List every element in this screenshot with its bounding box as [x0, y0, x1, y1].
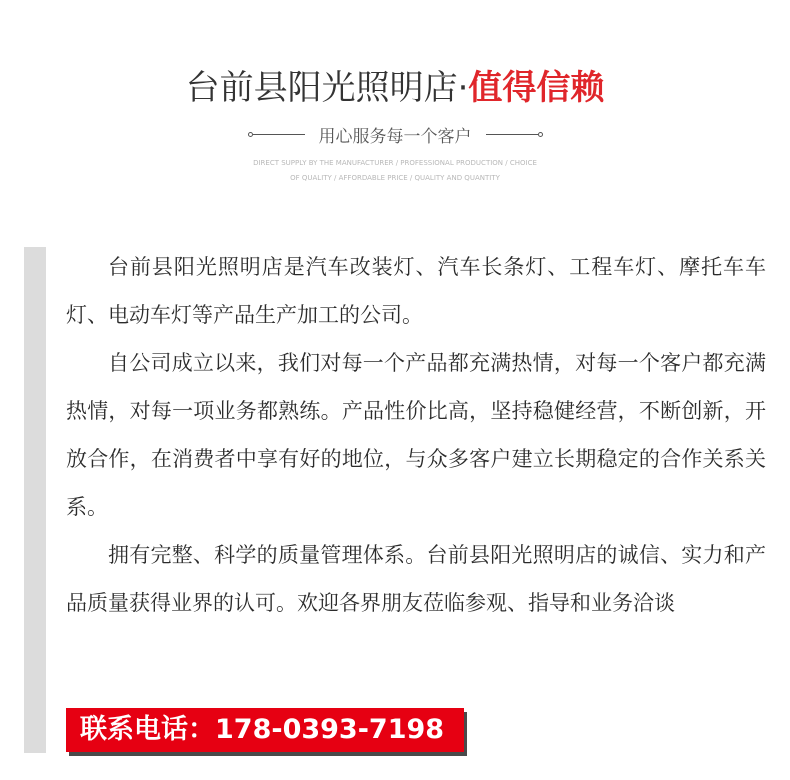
slogan: 值得信赖	[468, 68, 605, 108]
company-description	[66, 243, 766, 627]
subtitle-row	[0, 122, 790, 146]
right-ornament-circle	[538, 132, 543, 137]
paragraph-history: 自公司成立以来，我们对每一个产品都充满热情，对每一个客户都充满热情，对每一项业务都熟练。产品性价比高，坚持稳健经营，不断创新，开放合作，在消费者中享有好的地位，与众多客户建立长期稳定的合作关系关系。	[66, 351, 766, 519]
left-ornament	[248, 132, 305, 137]
right-ornament-line	[486, 134, 538, 135]
fine-print-line-1: DIRECT SUPPLY BY THE MANUFACTURER / PROFESSIONAL PRODUCTION / CHOICE	[253, 159, 537, 167]
right-ornament	[486, 132, 543, 137]
paragraph-quality: 拥有完整、科学的质量管理体系。台前县阳光照明店的诚信、实力和产品质量获得业界的认可。欢迎各界朋友莅临参观、指导和业务洽谈	[66, 543, 766, 615]
fine-print-line-2: OF QUALITY / AFFORDABLE PRICE / QUALITY AND QUANTITY	[290, 174, 500, 182]
paragraph-intro: 台前县阳光照明店是汽车改装灯、汽车长条灯、工程车灯、摩托车车灯、电动车灯等产品生产加工的公司。	[66, 255, 766, 327]
contact-phone-banner: 联系电话：178-0393-7198	[66, 708, 464, 752]
page-title	[0, 62, 790, 114]
title-separator: ·	[457, 68, 469, 108]
subtitle: 用心服务每一个客户	[318, 126, 472, 147]
left-ornament-line	[253, 134, 305, 135]
side-decorative-bar	[24, 247, 46, 753]
store-name: 台前县阳光照明店	[185, 68, 458, 108]
